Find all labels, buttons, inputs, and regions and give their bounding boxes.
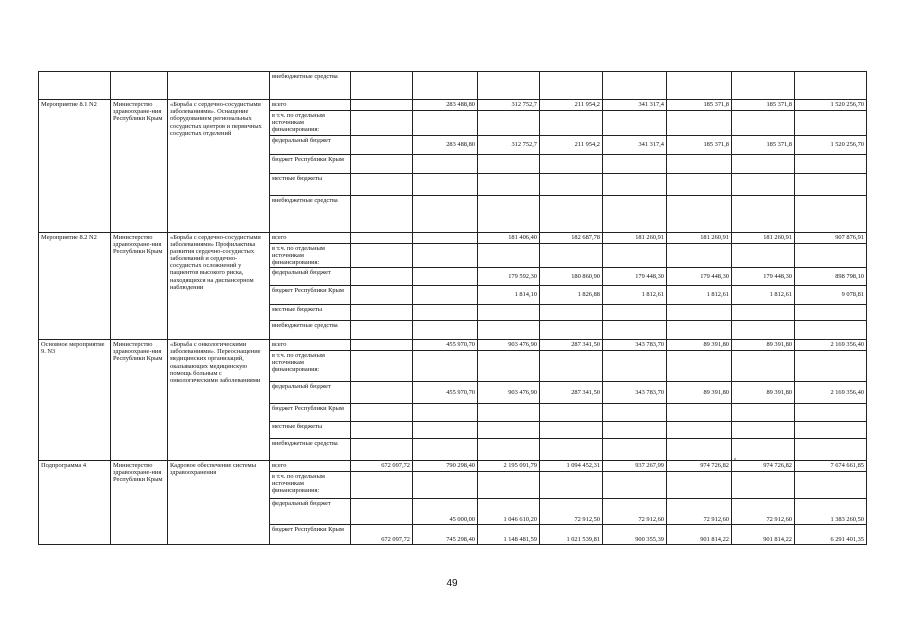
amount-cell [478,243,540,268]
amount-cell [603,72,667,100]
executor-cell: Министерство здравоохране-ния Республики Крым [111,461,168,545]
amount-cell: 312 752,7 [478,100,540,111]
amount-cell: 89 391,80 [667,382,732,404]
amount-cell: 2 169 356,40 [795,340,867,351]
funding-source-cell: всего [270,232,351,243]
amount-cell [413,195,478,232]
amount-cell: 1 046 610,20 [478,499,540,525]
amount-cell [540,404,603,422]
amount-cell: 343 783,70 [603,382,667,404]
amount-cell: 903 476,90 [478,382,540,404]
amount-cell: 1 812,61 [667,286,732,305]
amount-cell: 901 814,22 [732,525,795,545]
amount-cell [413,243,478,268]
amount-cell [413,472,478,499]
amount-cell [732,72,795,100]
funding-source-cell: бюджет Республики Крым [270,525,351,545]
amount-cell [413,422,478,439]
funding-source-cell: в т.ч. по отдельным источникам финансирования: [270,351,351,382]
activity-name-cell: Основное мероприятие 9. N3 [39,340,111,461]
amount-cell: 185 371,8 [667,100,732,111]
amount-cell [413,111,478,136]
executor-cell: Министерство здравоохране-ния Республики Крым [111,232,168,340]
amount-cell: 937 267,99 [603,461,667,472]
amount-cell: 901 814,22 [667,525,732,545]
description-cell [168,72,270,100]
scan-speck [734,458,736,460]
amount-cell: 907 876,91 [795,232,867,243]
amount-cell: 185 371,8 [732,135,795,154]
amount-cell: 45 000,00 [413,499,478,525]
amount-cell [732,439,795,461]
amount-cell: 1 812,61 [732,286,795,305]
amount-cell [540,195,603,232]
amount-cell: 6 291 401,35 [795,525,867,545]
amount-cell: 185 371,8 [732,100,795,111]
amount-cell [540,72,603,100]
amount-cell [795,472,867,499]
amount-cell: 181 260,91 [603,232,667,243]
amount-cell [351,173,413,195]
funding-source-cell: бюджет Республики Крым [270,286,351,305]
amount-cell [351,382,413,404]
amount-cell [732,472,795,499]
amount-cell [732,195,795,232]
amount-cell: 72 912,60 [667,499,732,525]
executor-cell [111,72,168,100]
amount-cell: 179 448,30 [732,268,795,286]
amount-cell: 211 954,2 [540,100,603,111]
amount-cell: 341 317,4 [603,135,667,154]
amount-cell [795,72,867,100]
amount-cell [603,111,667,136]
amount-cell [540,243,603,268]
table-row [39,100,867,111]
amount-cell [351,135,413,154]
amount-cell: 1 148 481,59 [478,525,540,545]
amount-cell [540,422,603,439]
amount-cell [667,351,732,382]
activity-name-cell: Мероприятие 8.1 N2 [39,100,111,233]
amount-cell: 1 094 452,31 [540,461,603,472]
funding-source-cell: всего [270,100,351,111]
amount-cell [732,321,795,340]
funding-source-cell: бюджет Республики Крым [270,154,351,173]
amount-cell [603,404,667,422]
amount-cell: 455 970,70 [413,382,478,404]
amount-cell [603,173,667,195]
amount-cell [795,439,867,461]
amount-cell [667,173,732,195]
amount-cell [667,305,732,321]
amount-cell [351,340,413,351]
amount-cell [540,321,603,340]
amount-cell: 900 355,39 [603,525,667,545]
amount-cell [667,472,732,499]
amount-cell: 1 812,61 [603,286,667,305]
amount-cell: 287 341,50 [540,382,603,404]
amount-cell [413,268,478,286]
amount-cell [667,404,732,422]
amount-cell: 287 341,50 [540,340,603,351]
funding-source-cell: внебюджетные средства [270,439,351,461]
executor-cell: Министерство здравоохране-ния Республики Крым [111,100,168,233]
activity-name-cell [39,72,111,100]
funding-source-cell: федеральный бюджет [270,382,351,404]
amount-cell [351,195,413,232]
amount-cell [351,286,413,305]
funding-source-cell: внебюджетные средства [270,321,351,340]
amount-cell: 180 860,90 [540,268,603,286]
amount-cell: 179 592,30 [478,268,540,286]
amount-cell [732,154,795,173]
budget-table [38,71,867,545]
amount-cell: 974 726,82 [732,461,795,472]
amount-cell [667,111,732,136]
amount-cell [413,232,478,243]
amount-cell [413,72,478,100]
amount-cell [413,154,478,173]
amount-cell [603,154,667,173]
amount-cell: 89 391,80 [732,382,795,404]
amount-cell: 7 674 661,85 [795,461,867,472]
amount-cell [351,351,413,382]
amount-cell [351,472,413,499]
amount-cell [667,154,732,173]
amount-cell [540,154,603,173]
amount-cell [351,268,413,286]
amount-cell [603,195,667,232]
funding-source-cell: в т.ч. по отдельным источникам финансирования: [270,111,351,136]
amount-cell [351,100,413,111]
amount-cell: 903 476,90 [478,340,540,351]
amount-cell [667,195,732,232]
funding-source-cell: федеральный бюджет [270,135,351,154]
description-cell: «Борьба с сердечно-сосудистыми заболеваниями» Профилактика развития сердечно-сосудистых заболеваний и сердечно-сосудистых осложнений у пациентов высокого риска, находящихся на диспансерном наблюдении [168,232,270,340]
amount-cell [478,404,540,422]
amount-cell [413,173,478,195]
amount-cell [667,422,732,439]
amount-cell [478,472,540,499]
amount-cell [732,351,795,382]
amount-cell [478,72,540,100]
amount-cell [667,321,732,340]
amount-cell [351,439,413,461]
amount-cell [478,154,540,173]
amount-cell [351,404,413,422]
amount-cell [603,243,667,268]
amount-cell [351,232,413,243]
amount-cell [795,195,867,232]
amount-cell [478,305,540,321]
amount-cell [413,305,478,321]
amount-cell [478,173,540,195]
funding-source-cell: в т.ч. по отдельным источникам финансирования: [270,243,351,268]
amount-cell [540,305,603,321]
amount-cell: 181 406,40 [478,232,540,243]
table-row [39,461,867,472]
amount-cell: 185 371,8 [667,135,732,154]
amount-cell: 672 097,72 [351,461,413,472]
amount-cell [795,321,867,340]
amount-cell [540,351,603,382]
amount-cell [351,499,413,525]
amount-cell [478,439,540,461]
amount-cell: 89 391,80 [732,340,795,351]
amount-cell: 2 169 356,40 [795,382,867,404]
amount-cell: 9 078,81 [795,286,867,305]
amount-cell [540,439,603,461]
amount-cell: 1 383 260,50 [795,499,867,525]
amount-cell [795,173,867,195]
amount-cell [413,404,478,422]
amount-cell [351,72,413,100]
funding-source-cell: в т.ч. по отдельным источникам финансирования: [270,472,351,499]
amount-cell: 181 260,91 [732,232,795,243]
amount-cell [351,305,413,321]
table-row [39,232,867,243]
amount-cell: 898 798,10 [795,268,867,286]
amount-cell [603,472,667,499]
amount-cell [540,472,603,499]
amount-cell [795,111,867,136]
amount-cell: 179 448,30 [667,268,732,286]
table-row [39,340,867,351]
amount-cell [795,243,867,268]
amount-cell [732,243,795,268]
amount-cell: 341 317,4 [603,100,667,111]
amount-cell: 343 783,70 [603,340,667,351]
amount-cell [795,351,867,382]
amount-cell [603,422,667,439]
amount-cell [667,439,732,461]
funding-source-cell: внебюджетные средства [270,195,351,232]
funding-source-cell: местные бюджеты [270,305,351,321]
budget-table-body [39,72,867,545]
amount-cell [351,243,413,268]
amount-cell [413,351,478,382]
amount-cell: 312 752,7 [478,135,540,154]
amount-cell [732,305,795,321]
amount-cell: 72 912,50 [540,499,603,525]
amount-cell: 89 391,80 [667,340,732,351]
amount-cell: 1 520 256,70 [795,100,867,111]
amount-cell [732,404,795,422]
amount-cell: 672 097,72 [351,525,413,545]
amount-cell [478,195,540,232]
amount-cell [413,321,478,340]
amount-cell: 974 726,82 [667,461,732,472]
amount-cell: 211 954,2 [540,135,603,154]
amount-cell: 1 814,10 [478,286,540,305]
funding-source-cell: местные бюджеты [270,173,351,195]
amount-cell: 745 298,40 [413,525,478,545]
activity-name-cell: Подпрограмма 4 [39,461,111,545]
amount-cell: 179 448,30 [603,268,667,286]
page-number: 49 [446,578,458,589]
amount-cell [351,321,413,340]
amount-cell [795,404,867,422]
amount-cell [795,154,867,173]
amount-cell [732,111,795,136]
amount-cell: 790 298,40 [413,461,478,472]
amount-cell [478,111,540,136]
executor-cell: Министерство здравоохране-ния Республики Крым [111,340,168,461]
amount-cell: 283 488,80 [413,135,478,154]
amount-cell [795,422,867,439]
funding-source-cell: федеральный бюджет [270,499,351,525]
amount-cell: 1 826,88 [540,286,603,305]
amount-cell: 72 912,60 [603,499,667,525]
amount-cell [351,422,413,439]
amount-cell: 283 488,80 [413,100,478,111]
amount-cell: 455 970,70 [413,340,478,351]
amount-cell [603,321,667,340]
amount-cell [413,286,478,305]
amount-cell: 72 912,60 [732,499,795,525]
amount-cell [540,173,603,195]
funding-source-cell: бюджет Республики Крым [270,404,351,422]
amount-cell [667,72,732,100]
amount-cell: 1 520 256,70 [795,135,867,154]
table-row [39,72,867,100]
amount-cell [732,422,795,439]
amount-cell [478,422,540,439]
amount-cell [603,305,667,321]
amount-cell [667,243,732,268]
amount-cell [413,439,478,461]
amount-cell [478,321,540,340]
funding-source-cell: местные бюджеты [270,422,351,439]
amount-cell [540,111,603,136]
description-cell: «Борьба с сердечно-сосудистыми заболеваниями». Оснащение оборудованием региональных сосудистых центров и первичных сосудистых отделений [168,100,270,233]
amount-cell: 181 260,91 [667,232,732,243]
description-cell: «Борьба с онкологическими заболеваниями». Переоснащение медицинских организаций, оказывающих медицинскую помощь больным с онкологическими заболеваниями [168,340,270,461]
amount-cell [795,305,867,321]
funding-source-cell: федеральный бюджет [270,268,351,286]
amount-cell: 1 021 539,81 [540,525,603,545]
amount-cell: 2 195 091,79 [478,461,540,472]
amount-cell: 182 687,78 [540,232,603,243]
description-cell: Кадровое обеспечение системы здравоохранения [168,461,270,545]
funding-source-cell: всего [270,340,351,351]
amount-cell [603,439,667,461]
activity-name-cell: Мероприятие 8.2 N2 [39,232,111,340]
funding-source-cell: внебюджетные средства [270,72,351,100]
funding-source-cell: всего [270,461,351,472]
amount-cell [732,173,795,195]
amount-cell [351,111,413,136]
amount-cell [351,154,413,173]
amount-cell [478,351,540,382]
amount-cell [603,351,667,382]
